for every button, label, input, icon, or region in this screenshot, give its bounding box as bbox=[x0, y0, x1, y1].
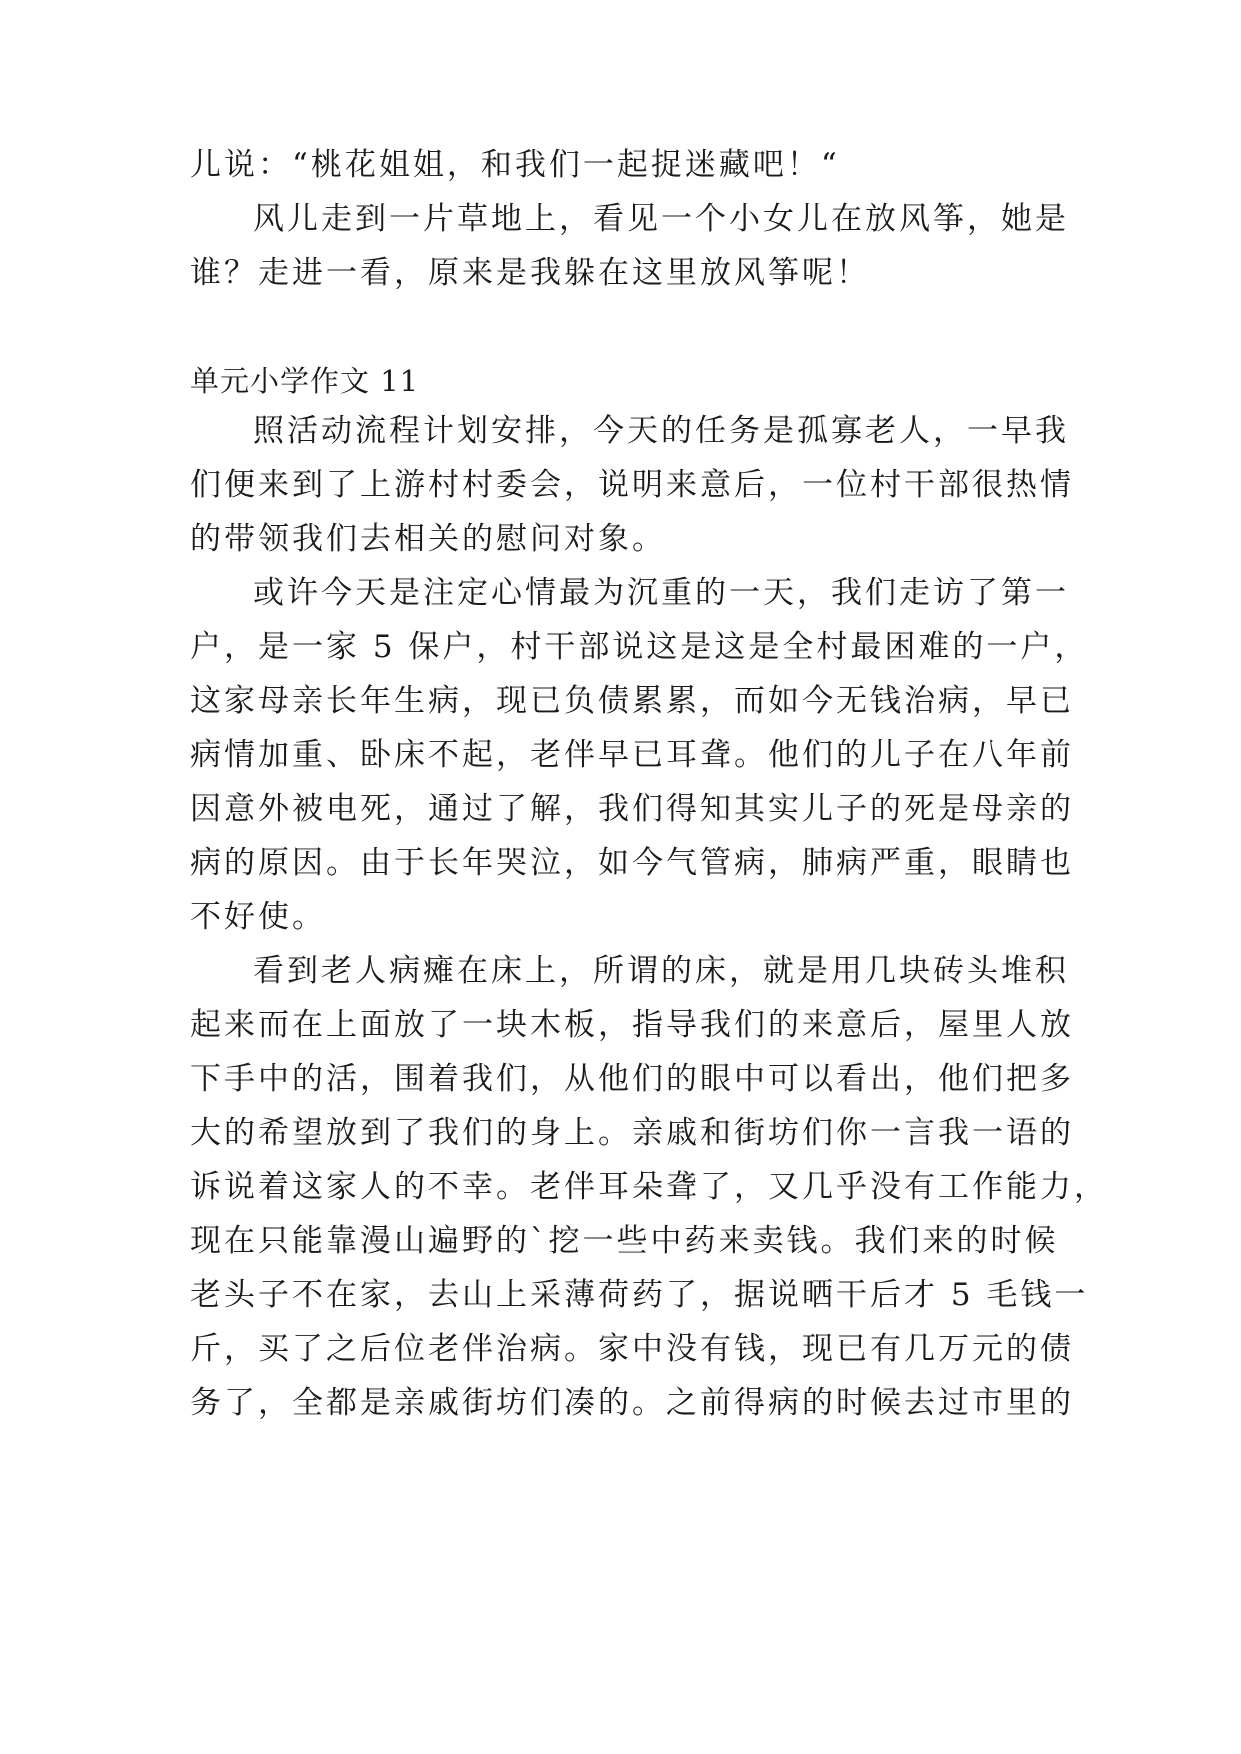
text-line: 起来而在上面放了一块木板，指导我们的来意后，屋里人放 bbox=[190, 1007, 1074, 1043]
text-line: 户，是一家 5 保户，村干部说这是这是全村最困难的一户， bbox=[190, 629, 1089, 665]
section-title: 单元小学作文 11 bbox=[190, 364, 420, 398]
text-line: 务了，全都是亲戚街坊们凑的。之前得病的时候去过市里的 bbox=[190, 1385, 1074, 1421]
text-line: 风儿走到一片草地上，看见一个小女儿在放风筝，她是 bbox=[253, 201, 1069, 237]
text-line: 病的原因。由于长年哭泣，如今气管病，肺病严重，眼睛也 bbox=[190, 845, 1074, 881]
text-line: 下手中的活，围着我们，从他们的眼中可以看出，他们把多 bbox=[190, 1061, 1074, 1097]
text-line: 诉说着这家人的不幸。老伴耳朵聋了，又几乎没有工作能力， bbox=[190, 1169, 1108, 1205]
text-line: 大的希望放到了我们的身上。亲戚和街坊们你一言我一语的 bbox=[190, 1115, 1074, 1151]
text-line: 谁？走进一看，原来是我躲在这里放风筝呢！ bbox=[190, 255, 870, 291]
text-line: 或许今天是注定心情最为沉重的一天，我们走访了第一 bbox=[253, 575, 1069, 611]
text-line: 照活动流程计划安排，今天的任务是孤寡老人，一早我 bbox=[253, 413, 1069, 449]
text-line: 因意外被电死，通过了解，我们得知其实儿子的死是母亲的 bbox=[190, 791, 1074, 827]
text-line: 们便来到了上游村村委会，说明来意后，一位村干部很热情 bbox=[190, 467, 1074, 503]
text-line: 儿说：“桃花姐姐，和我们一起捉迷藏吧！“ bbox=[190, 147, 840, 183]
text-line: 不好使。 bbox=[190, 899, 326, 935]
text-line: 病情加重、卧床不起，老伴早已耳聋。他们的儿子在八年前 bbox=[190, 737, 1074, 773]
text-line: 老头子不在家，去山上采薄荷药了，据说晒干后才 5 毛钱一 bbox=[190, 1277, 1089, 1313]
text-line: 这家母亲长年生病，现已负债累累，而如今无钱治病，早已 bbox=[190, 683, 1074, 719]
text-line: 的带领我们去相关的慰问对象。 bbox=[190, 521, 666, 557]
text-line: 斤，买了之后位老伴治病。家中没有钱，现已有几万元的债 bbox=[190, 1331, 1074, 1367]
text-line: 看到老人病瘫在床上，所谓的床，就是用几块砖头堆积 bbox=[253, 953, 1069, 989]
text-line: 现在只能靠漫山遍野的`挖一些中药来卖钱。我们来的时候 bbox=[190, 1223, 1059, 1259]
